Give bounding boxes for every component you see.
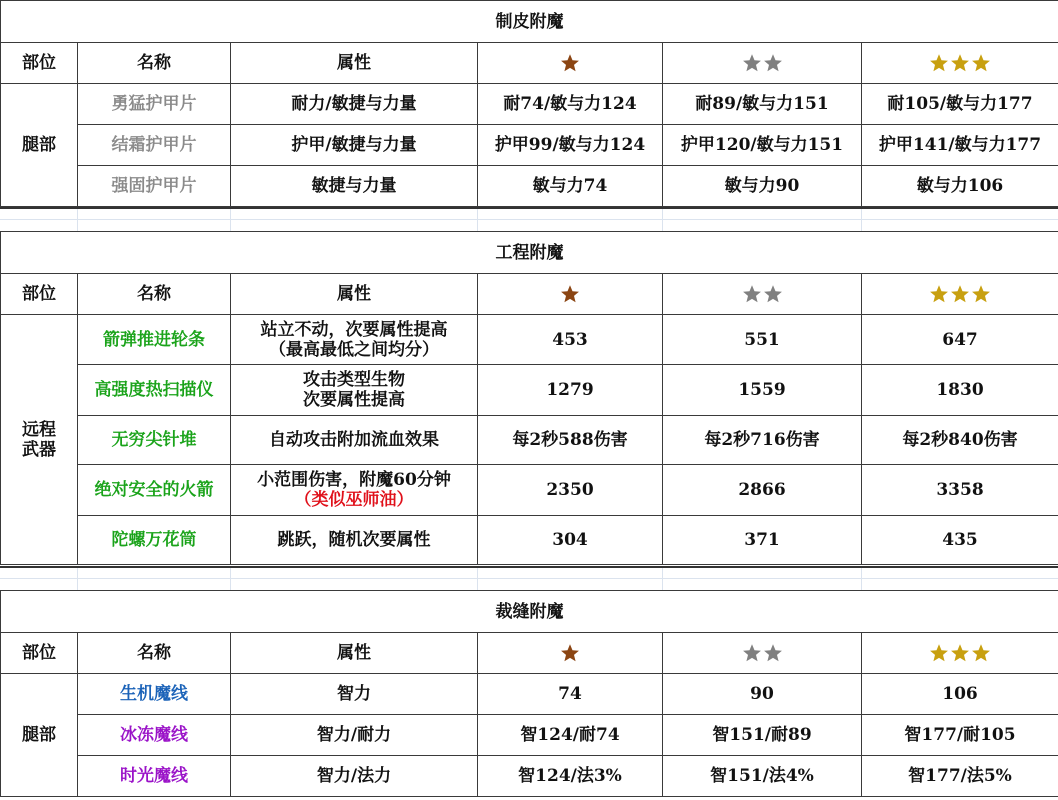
header-part: 部位 [1,633,78,674]
engineering-table [0,231,1058,565]
value-rank-2: 每2秒716伤害 [663,416,862,465]
value-rank-1: 智124/法3% [478,756,663,797]
item-attr [231,315,478,365]
value-rank-3: 1830 [862,365,1058,416]
section-title: 裁缝附魔 [1,591,1058,633]
value-rank-2: 1559 [663,365,862,416]
item-attr: 敏捷与力量 [231,166,478,207]
table-row [1,84,1058,125]
attr-line-2: 次要属性提高 [303,390,405,410]
tailoring-table [0,590,1058,797]
item-name: 无穷尖针堆 [78,416,231,465]
two-star-icon [742,643,783,663]
item-attr: 跳跃，随机次要属性 [231,516,478,565]
value-rank-3: 647 [862,315,1058,365]
value-rank-3: 每2秒840伤害 [862,416,1058,465]
value-rank-1: 2350 [478,465,663,516]
table-row [1,465,1058,516]
value-rank-3: 106 [862,674,1058,715]
item-name: 生机魔线 [78,674,231,715]
header-rank-3 [862,633,1058,674]
header-rank-3 [862,43,1058,84]
attr-line-1: 小范围伤害，附魔60分钟 [257,470,451,490]
part-line-2: 武器 [22,439,56,460]
header-rank-1 [478,43,663,84]
table-row [1,756,1058,797]
item-name: 时光魔线 [78,756,231,797]
three-star-icon [929,643,991,663]
value-rank-2: 智151/法4% [663,756,862,797]
value-rank-3: 耐105/敏与力177 [862,84,1058,125]
item-attr [231,465,478,516]
one-star-icon [560,284,580,304]
value-rank-2: 敏与力90 [663,166,862,207]
item-attr: 护甲/敏捷与力量 [231,125,478,166]
item-name: 强固护甲片 [78,166,231,207]
header-rank-1 [478,274,663,315]
value-rank-2: 2866 [663,465,862,516]
item-name: 陀螺万花筒 [78,516,231,565]
section-title: 制皮附魔 [1,1,1058,43]
one-star-icon [560,643,580,663]
table-row [1,715,1058,756]
attr-line-1: 站立不动，次要属性提高 [260,319,448,340]
value-rank-1: 74 [478,674,663,715]
section-title: 工程附魔 [1,232,1058,274]
value-rank-2: 耐89/敏与力151 [663,84,862,125]
value-rank-3: 敏与力106 [862,166,1058,207]
header-rank-2 [663,633,862,674]
item-attr: 智力/法力 [231,756,478,797]
value-rank-1: 敏与力74 [478,166,663,207]
value-rank-3: 护甲141/敏与力177 [862,125,1058,166]
value-rank-2: 智151/耐89 [663,715,862,756]
header-rank-1 [478,633,663,674]
value-rank-1: 智124/耐74 [478,715,663,756]
part-line-1: 远程 [22,419,56,440]
part-cell [1,315,78,565]
attr-line-2: （最高最低之间均分） [269,339,439,360]
header-rank-2 [663,43,862,84]
value-rank-3: 3358 [862,465,1058,516]
three-star-icon [929,53,991,73]
header-attr: 属性 [231,43,478,84]
item-name: 绝对安全的火箭 [78,465,231,516]
two-star-icon [742,53,783,73]
item-attr: 耐力/敏捷与力量 [231,84,478,125]
value-rank-2: 90 [663,674,862,715]
header-name: 名称 [78,274,231,315]
item-attr: 智力 [231,674,478,715]
item-name: 高强度热扫描仪 [78,365,231,416]
value-rank-1: 每2秒588伤害 [478,416,663,465]
table-row [1,516,1058,565]
header-attr: 属性 [231,633,478,674]
value-rank-1: 1279 [478,365,663,416]
item-attr: 自动攻击附加流血效果 [231,416,478,465]
header-name: 名称 [78,43,231,84]
value-rank-2: 551 [663,315,862,365]
header-rank-2 [663,274,862,315]
attr-line-1: 攻击类型生物 [303,370,405,390]
value-rank-1: 453 [478,315,663,365]
item-name: 勇猛护甲片 [78,84,231,125]
table-row [1,416,1058,465]
table-row [1,365,1058,416]
item-name: 结霜护甲片 [78,125,231,166]
section-gap [0,207,1058,231]
section-gap [0,566,1058,590]
three-star-icon [929,284,991,304]
header-attr: 属性 [231,274,478,315]
leatherworking-table [0,0,1058,207]
header-part: 部位 [1,274,78,315]
value-rank-3: 435 [862,516,1058,565]
header-rank-3 [862,274,1058,315]
attr-note: （类似巫师油） [294,490,414,510]
value-rank-1: 护甲99/敏与力124 [478,125,663,166]
item-attr: 智力/耐力 [231,715,478,756]
part-cell: 腿部 [1,674,78,797]
value-rank-2: 护甲120/敏与力151 [663,125,862,166]
one-star-icon [560,53,580,73]
table-row [1,166,1058,207]
header-name: 名称 [78,633,231,674]
value-rank-3: 智177/耐105 [862,715,1058,756]
value-rank-1: 304 [478,516,663,565]
value-rank-2: 371 [663,516,862,565]
header-part: 部位 [1,43,78,84]
two-star-icon [742,284,783,304]
item-name: 冰冻魔线 [78,715,231,756]
value-rank-1: 耐74/敏与力124 [478,84,663,125]
item-attr [231,365,478,416]
table-row [1,125,1058,166]
value-rank-3: 智177/法5% [862,756,1058,797]
table-row [1,674,1058,715]
table-row [1,315,1058,365]
part-cell: 腿部 [1,84,78,207]
item-name: 箭弹推进轮条 [78,315,231,365]
